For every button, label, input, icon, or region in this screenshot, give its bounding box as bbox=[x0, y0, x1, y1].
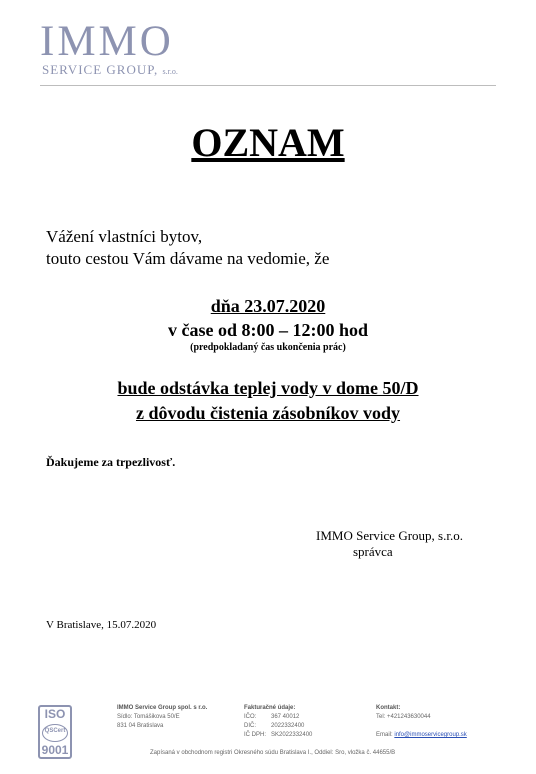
footer-company-name: IMMO Service Group spol. s r.o. bbox=[117, 705, 208, 711]
footer-dic-value: 2022332400 bbox=[271, 723, 305, 729]
footer-ico-label: IČO: bbox=[244, 714, 257, 720]
iso-badge-seal bbox=[42, 724, 68, 742]
intro-paragraph bbox=[46, 226, 329, 270]
footer-address-line-2: 831 04 Bratislava bbox=[117, 723, 164, 729]
place-and-date: V Bratislave, 15.07.2020 bbox=[46, 619, 157, 631]
completion-note: (predpokladaný čas ukončenia prác) bbox=[190, 342, 346, 353]
footer-dic-label: DIČ: bbox=[244, 723, 256, 729]
footer-email-link[interactable]: info@immoservicegroup.sk bbox=[394, 732, 467, 738]
iso-badge-middle: QSCert bbox=[44, 728, 66, 734]
document-title: OZNAM bbox=[191, 120, 345, 165]
thanks-text: Ďakujeme za trpezlivosť. bbox=[46, 455, 176, 469]
message-line-2: z dôvodu čistenia zásobníkov vody bbox=[135, 403, 401, 423]
logo-subtitle-text: SERVICE GROUP, bbox=[42, 62, 159, 77]
iso-badge-bottom: 9001 bbox=[41, 743, 69, 757]
announcement-date: dňa 23.07.2020 bbox=[210, 296, 326, 316]
intro-line-2: touto cestou Vám dávame na vedomie, že bbox=[46, 249, 330, 268]
announcement-time: v čase od 8:00 – 12:00 hod bbox=[167, 320, 368, 340]
message-line-1: bude odstávka teplej vody v dome 50/D bbox=[117, 378, 419, 398]
footer-contact-column bbox=[376, 704, 467, 740]
footer-registry-note: Zapísaná v obchodnom registri Okresného súdu Bratislava I., Oddiel: Sro, vložka č. 44655/B bbox=[150, 750, 396, 756]
footer-ico-value: 367 40012 bbox=[271, 714, 300, 720]
footer-billing-column bbox=[244, 704, 312, 740]
footer-icdph-label: IČ DPH: bbox=[244, 732, 267, 738]
footer-address-line-1: Sídlo: Tomášikova 50/E bbox=[117, 714, 180, 720]
footer-phone: Tel: +421243630044 bbox=[376, 714, 431, 720]
header-divider bbox=[40, 85, 496, 86]
company-logo-text: IMMO bbox=[40, 18, 174, 65]
signature-company: IMMO Service Group, s.r.o. bbox=[316, 528, 463, 543]
footer-icdph-value: SK2022332400 bbox=[271, 732, 313, 738]
logo-sro-text: s.r.o. bbox=[162, 67, 178, 76]
footer-email-label: Email: bbox=[376, 732, 395, 738]
footer-contact-heading: Kontakt: bbox=[376, 705, 401, 711]
footer-company-column bbox=[117, 704, 207, 731]
iso-badge-top: ISO bbox=[44, 707, 66, 721]
iso-certification-badge bbox=[38, 705, 72, 759]
signature-role: správca bbox=[353, 544, 393, 559]
company-logo-subtitle bbox=[42, 63, 178, 79]
intro-line-1: Vážení vlastníci bytov, bbox=[46, 227, 203, 246]
footer-billing-heading: Fakturačné údaje: bbox=[244, 705, 296, 711]
